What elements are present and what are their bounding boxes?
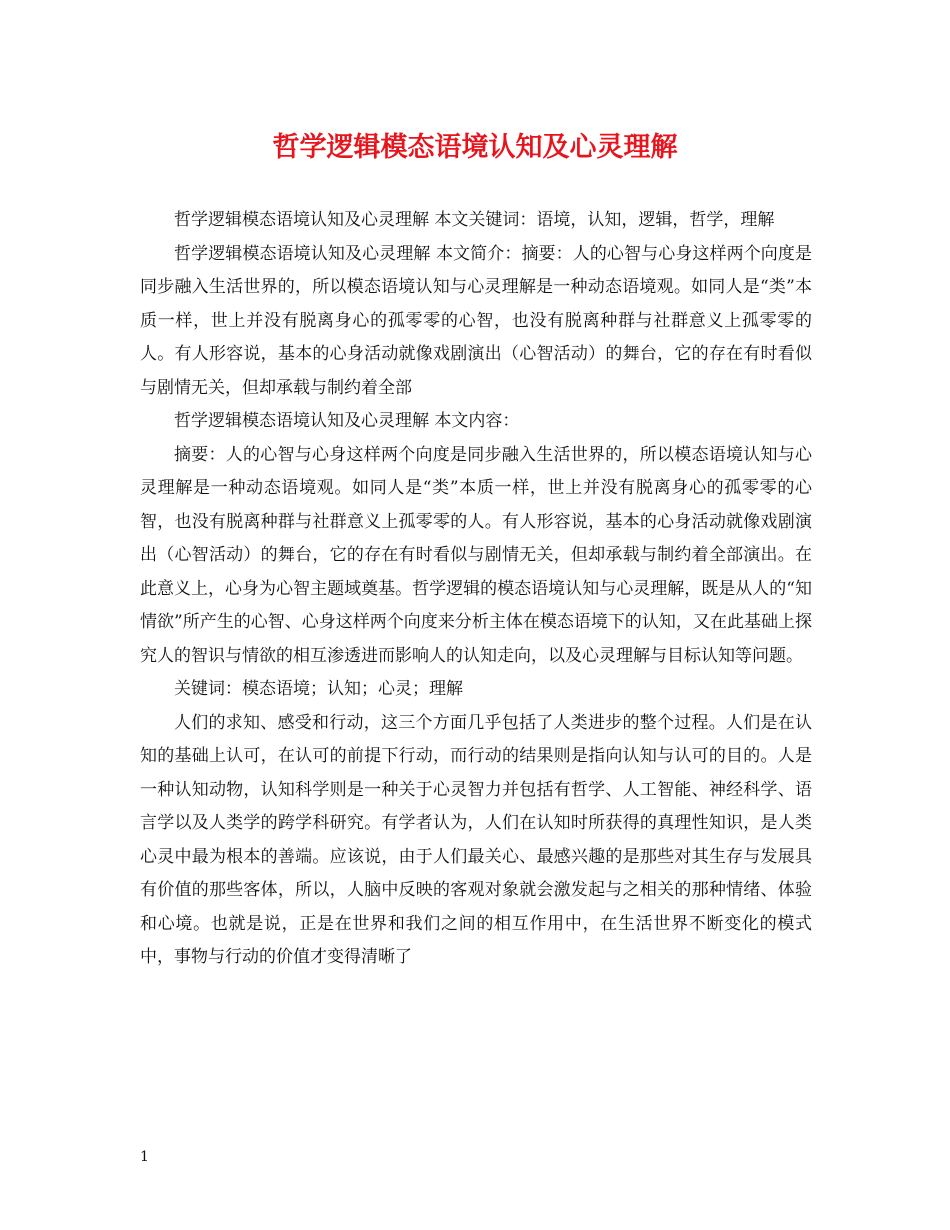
introduction-paragraph: 哲学逻辑模态语境认知及心灵理解 本文简介：摘要：人的心智与心身这样两个向度是同步融入生活世界的，所以模态语境认知与心灵理解是一种动态语境观。如同人是“类”本质一样，世上并没有脱离身心的孤零零的心智，也没有脱离种群与社群意义上孤零零的人。有人形容说，基本的心身活动就像戏剧演出（心智活动）的舞台，它的存在有时看似与剧情无关，但却承载与制约着全部 bbox=[140, 243, 812, 398]
keywords-paragraph: 关键词：模态语境；认知；心灵；理解 bbox=[174, 679, 463, 699]
content-heading-paragraph: 哲学逻辑模态语境认知及心灵理解 本文内容： bbox=[174, 411, 520, 431]
abstract-paragraph: 摘要：人的心智与心身这样两个向度是同步融入生活世界的，所以模态语境认知与心灵理解是一种动态语境观。如同人是“类”本质一样，世上并没有脱离身心的孤零零的心智，也没有脱离种群与社群意义上孤零零的人。有人形容说，基本的心身活动就像戏剧演出（心智活动）的舞台，它的存在有时看似与剧情无关，但却承载与制约着全部演出。在此意义上，心身为心智主题域奠基。哲学逻辑的模态语境认知与心灵理解，既是从人的“知情欲”所产生的心智、心身这样两个向度来分析主体在模态语境下的认知，又在此基础上探究人的智识与情欲的相互渗透进而影响人的认知走向，以及心灵理解与目标认知等问题。 bbox=[140, 444, 812, 666]
document-body bbox=[140, 204, 812, 975]
page-number: 1 bbox=[140, 1149, 149, 1165]
document-title: 哲学逻辑模态语境认知及心灵理解 bbox=[272, 132, 678, 163]
keywords-summary-paragraph: 哲学逻辑模态语境认知及心灵理解 本文关键词：语境，认知，逻辑，哲学，理解 bbox=[174, 210, 775, 230]
body-paragraph: 人们的求知、感受和行动，这三个方面几乎包括了人类进步的整个过程。人们是在认知的基础上认可，在认可的前提下行动，而行动的结果则是指向认知与认可的目的。人是一种认知动物，认知科学则是一种关于心灵智力并包括有哲学、人工智能、神经科学、语言学以及人类学的跨学科研究。有学者认为，人们在认知时所获得的真理性知识，是人类心灵中最为根本的善端。应该说，由于人们最关心、最感兴趣的是那些对其生存与发展具有价值的那些客体，所以，人脑中反映的客观对象就会激发起与之相关的那种情绪、体验和心境。也就是说，正是在世界和我们之间的相互作用中，在生活世界不断变化的模式中，事物与行动的价值才变得清晰了 bbox=[140, 712, 812, 967]
